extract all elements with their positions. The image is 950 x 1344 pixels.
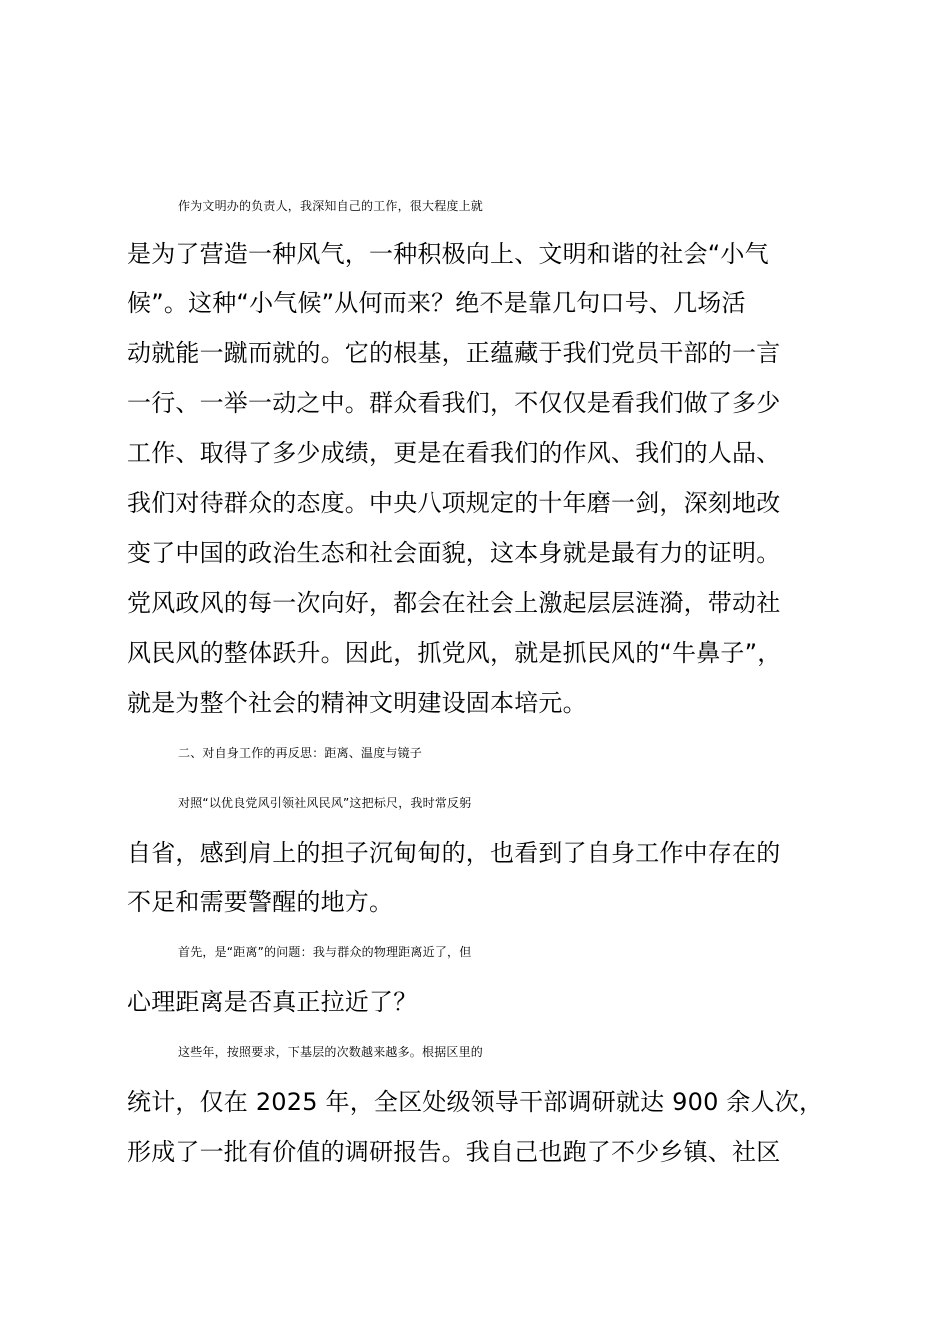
paragraph-line: 作为文明办的负责人，我深知自己的工作，很大程度上就 bbox=[178, 199, 484, 213]
paragraph-line: 候”。这种“小气候”从何而来？绝不是靠几句口号、几场活 bbox=[127, 289, 746, 317]
paragraph-line: 形成了一批有价值的调研报告。我自己也跑了不少乡镇、社区 bbox=[127, 1138, 781, 1166]
paragraph-line: 动就能一蹴而就的。它的根基，正蕴藏于我们党员干部的一言 bbox=[127, 339, 781, 367]
paragraph-line: 自省，感到肩上的担子沉甸甸的，也看到了自身工作中存在的 bbox=[127, 839, 781, 867]
paragraph-line: 工作、取得了多少成绩，更是在看我们的作风、我们的人品、 bbox=[127, 439, 781, 467]
paragraph-line: 就是为整个社会的精神文明建设固本培元。 bbox=[127, 689, 587, 717]
paragraph-line: 心理距离是否真正拉近了？ bbox=[127, 988, 418, 1016]
paragraph-line: 首先，是“距离”的问题：我与群众的物理距离近了，但 bbox=[178, 945, 472, 959]
paragraph-line: 这些年，按照要求，下基层的次数越来越多。根据区里的 bbox=[178, 1045, 484, 1059]
paragraph-line: 统计，仅在 2025 年，全区处级领导干部调研就达 900 余人次， bbox=[127, 1088, 824, 1116]
paragraph-line: 变了中国的政治生态和社会面貌，这本身就是最有力的证明。 bbox=[127, 539, 781, 567]
paragraph-line: 风民风的整体跃升。因此，抓党风，就是抓民风的“牛鼻子”， bbox=[127, 639, 782, 667]
paragraph-line: 我们对待群众的态度。中央八项规定的十年磨一剑，深刻地改 bbox=[127, 489, 781, 517]
paragraph-line: 一行、一举一动之中。群众看我们，不仅仅是看我们做了多少 bbox=[127, 389, 781, 417]
paragraph-line: 是为了营造一种风气，一种积极向上、文明和谐的社会“小气 bbox=[127, 240, 769, 268]
section-heading: 二、对自身工作的再反思：距离、温度与镜子 bbox=[178, 746, 423, 760]
paragraph-line: 党风政风的每一次向好，都会在社会上激起层层涟漪，带动社 bbox=[127, 589, 781, 617]
paragraph-line: 不足和需要警醒的地方。 bbox=[127, 888, 394, 916]
paragraph-line: 对照“以优良党风引领社风民风”这把标尺，我时常反躬 bbox=[178, 796, 472, 810]
